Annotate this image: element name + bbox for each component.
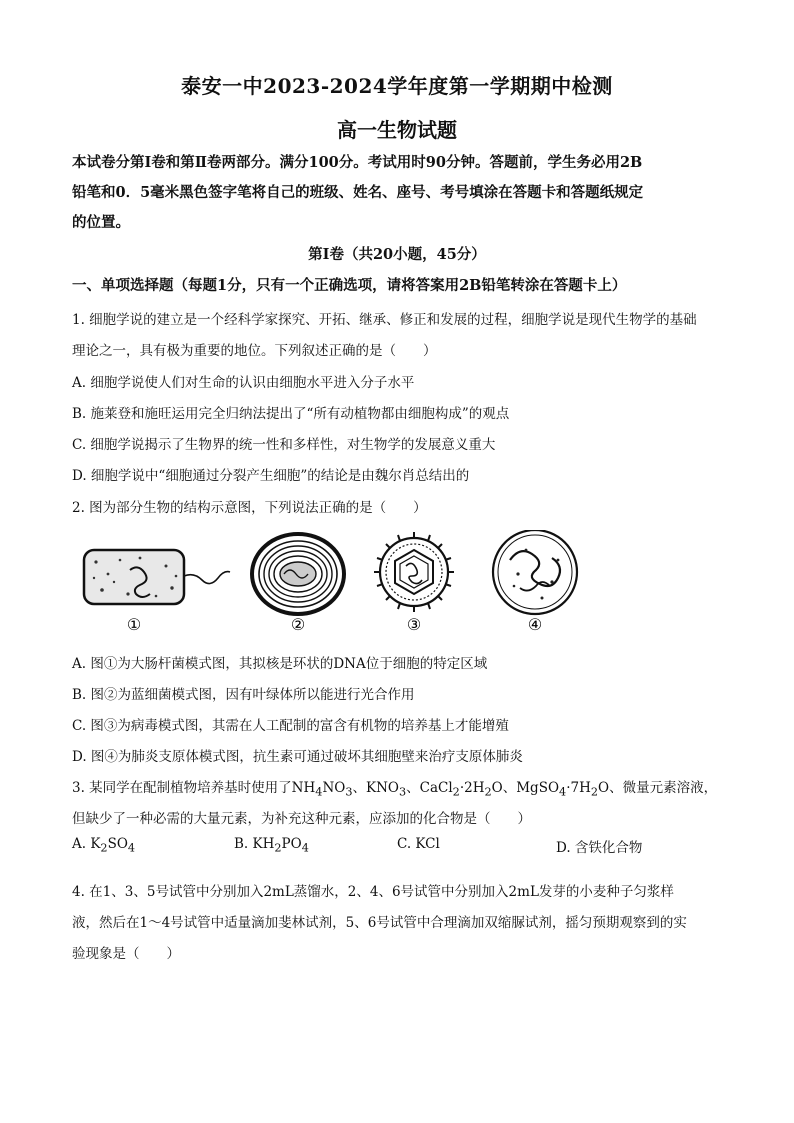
q1-option-c: C. 细胞学说揭示了生物界的统一性和多样性，对生物学的发展意义重大 [72,437,496,453]
instructions-line-2: 铅笔和0．5毫米黑色签字笔将自己的班级、姓名、座号、考号填涂在答题卡和答题纸规定 [72,184,644,201]
q1-option-a: A. 细胞学说使人们对生命的认识由细胞水平进入分子水平 [72,375,415,391]
q4-stem-line-3: 验现象是（ ） [72,946,180,962]
bacterium-diagram [84,550,230,604]
q2-option-d: D. 图④为肺炎支原体模式图，抗生素可通过破坏其细胞壁来治疗支原体肺炎 [72,749,523,765]
q2-option-b: B. 图②为蓝细菌模式图，因有叶绿体所以能进行光合作用 [72,687,415,703]
mycoplasma-diagram [493,530,577,614]
q1-option-d: D. 细胞学说中“细胞通过分裂产生细胞”的结论是由魏尔肖总结出的 [72,468,470,484]
q3-option-c: C. KCl [397,836,440,852]
q3-stem-line-1: 3. 某同学在配制植物培养基时使用了$NH_4NO_3$、$KNO_3$、$CaCl_2\cdot 2H_2O$、$MgSO_4\cdot 7H_2O$、微量元素溶液， [72,780,718,799]
q1-stem-line-1: 1. 细胞学说的建立是一个经科学家探究、开拓、继承、修正和发展的过程，细胞学说是现代生物学的基础 [72,312,697,328]
cyanobacterium-diagram [252,534,344,614]
figure-label-1: ① [126,615,142,634]
q4-stem-line-1: 4. 在1、3、5号试管中分别加入2mL蒸馏水，2、4、6号试管中分别加入2mL发芽的小麦种子匀浆样 [72,884,674,900]
figure-label-2: ② [290,615,306,634]
figure-label-3: ③ [406,615,422,634]
q2-option-c: C. 图③为病毒模式图，其需在人工配制的富含有机物的培养基上才能增殖 [72,718,509,734]
q2-stem: 2. 图为部分生物的结构示意图，下列说法正确的是（ ） [72,500,427,516]
exam-title: 泰安一中2023-2024学年度第一学期期中检测 [181,74,613,98]
q1-option-b: B. 施莱登和施旺运用完全归纳法提出了“所有动植物都由细胞构成”的观点 [72,406,510,422]
exam-subtitle: 高一生物试题 [337,118,457,142]
q3-option-a: A. $K_2SO_4$ [72,836,136,855]
q1-stem-line-2: 理论之一，具有极为重要的地位。下列叙述正确的是（ ） [72,343,437,359]
instructions-line-1: 本试卷分第Ⅰ卷和第Ⅱ卷两部分。满分100分。考试用时90分钟。答题前，学生务必用2B [72,154,643,171]
q3-stem-line-2: 但缺少了一种必需的大量元素，为补充这种元素，应添加的化合物是（ ） [72,811,531,827]
exam-instructions [72,148,722,238]
section-title: 第Ⅰ卷（共20小题，45分） [308,246,486,263]
q4-stem-line-2: 液，然后在1～4号试管中适量滴加斐林试剂，5、6号试管中合理滴加双缩脲试剂，摇匀预期观察到的实 [72,915,687,931]
q3-option-d: D. 含铁化合物 [556,840,643,856]
virus-diagram [374,532,454,612]
figure-label-4: ④ [527,615,543,634]
q3-option-b: B. $KH_2PO_4$ [234,836,309,855]
instructions-line-3: 的位置。 [72,214,130,231]
q2-option-a: A. 图①为大肠杆菌模式图，其拟核是环状的DNA位于细胞的特定区域 [72,656,488,672]
organism-structure-figure [80,530,600,640]
section-heading: 一、单项选择题（每题1分，只有一个正确选项，请将答案用2B铅笔转涂在答题卡上） [72,277,627,294]
